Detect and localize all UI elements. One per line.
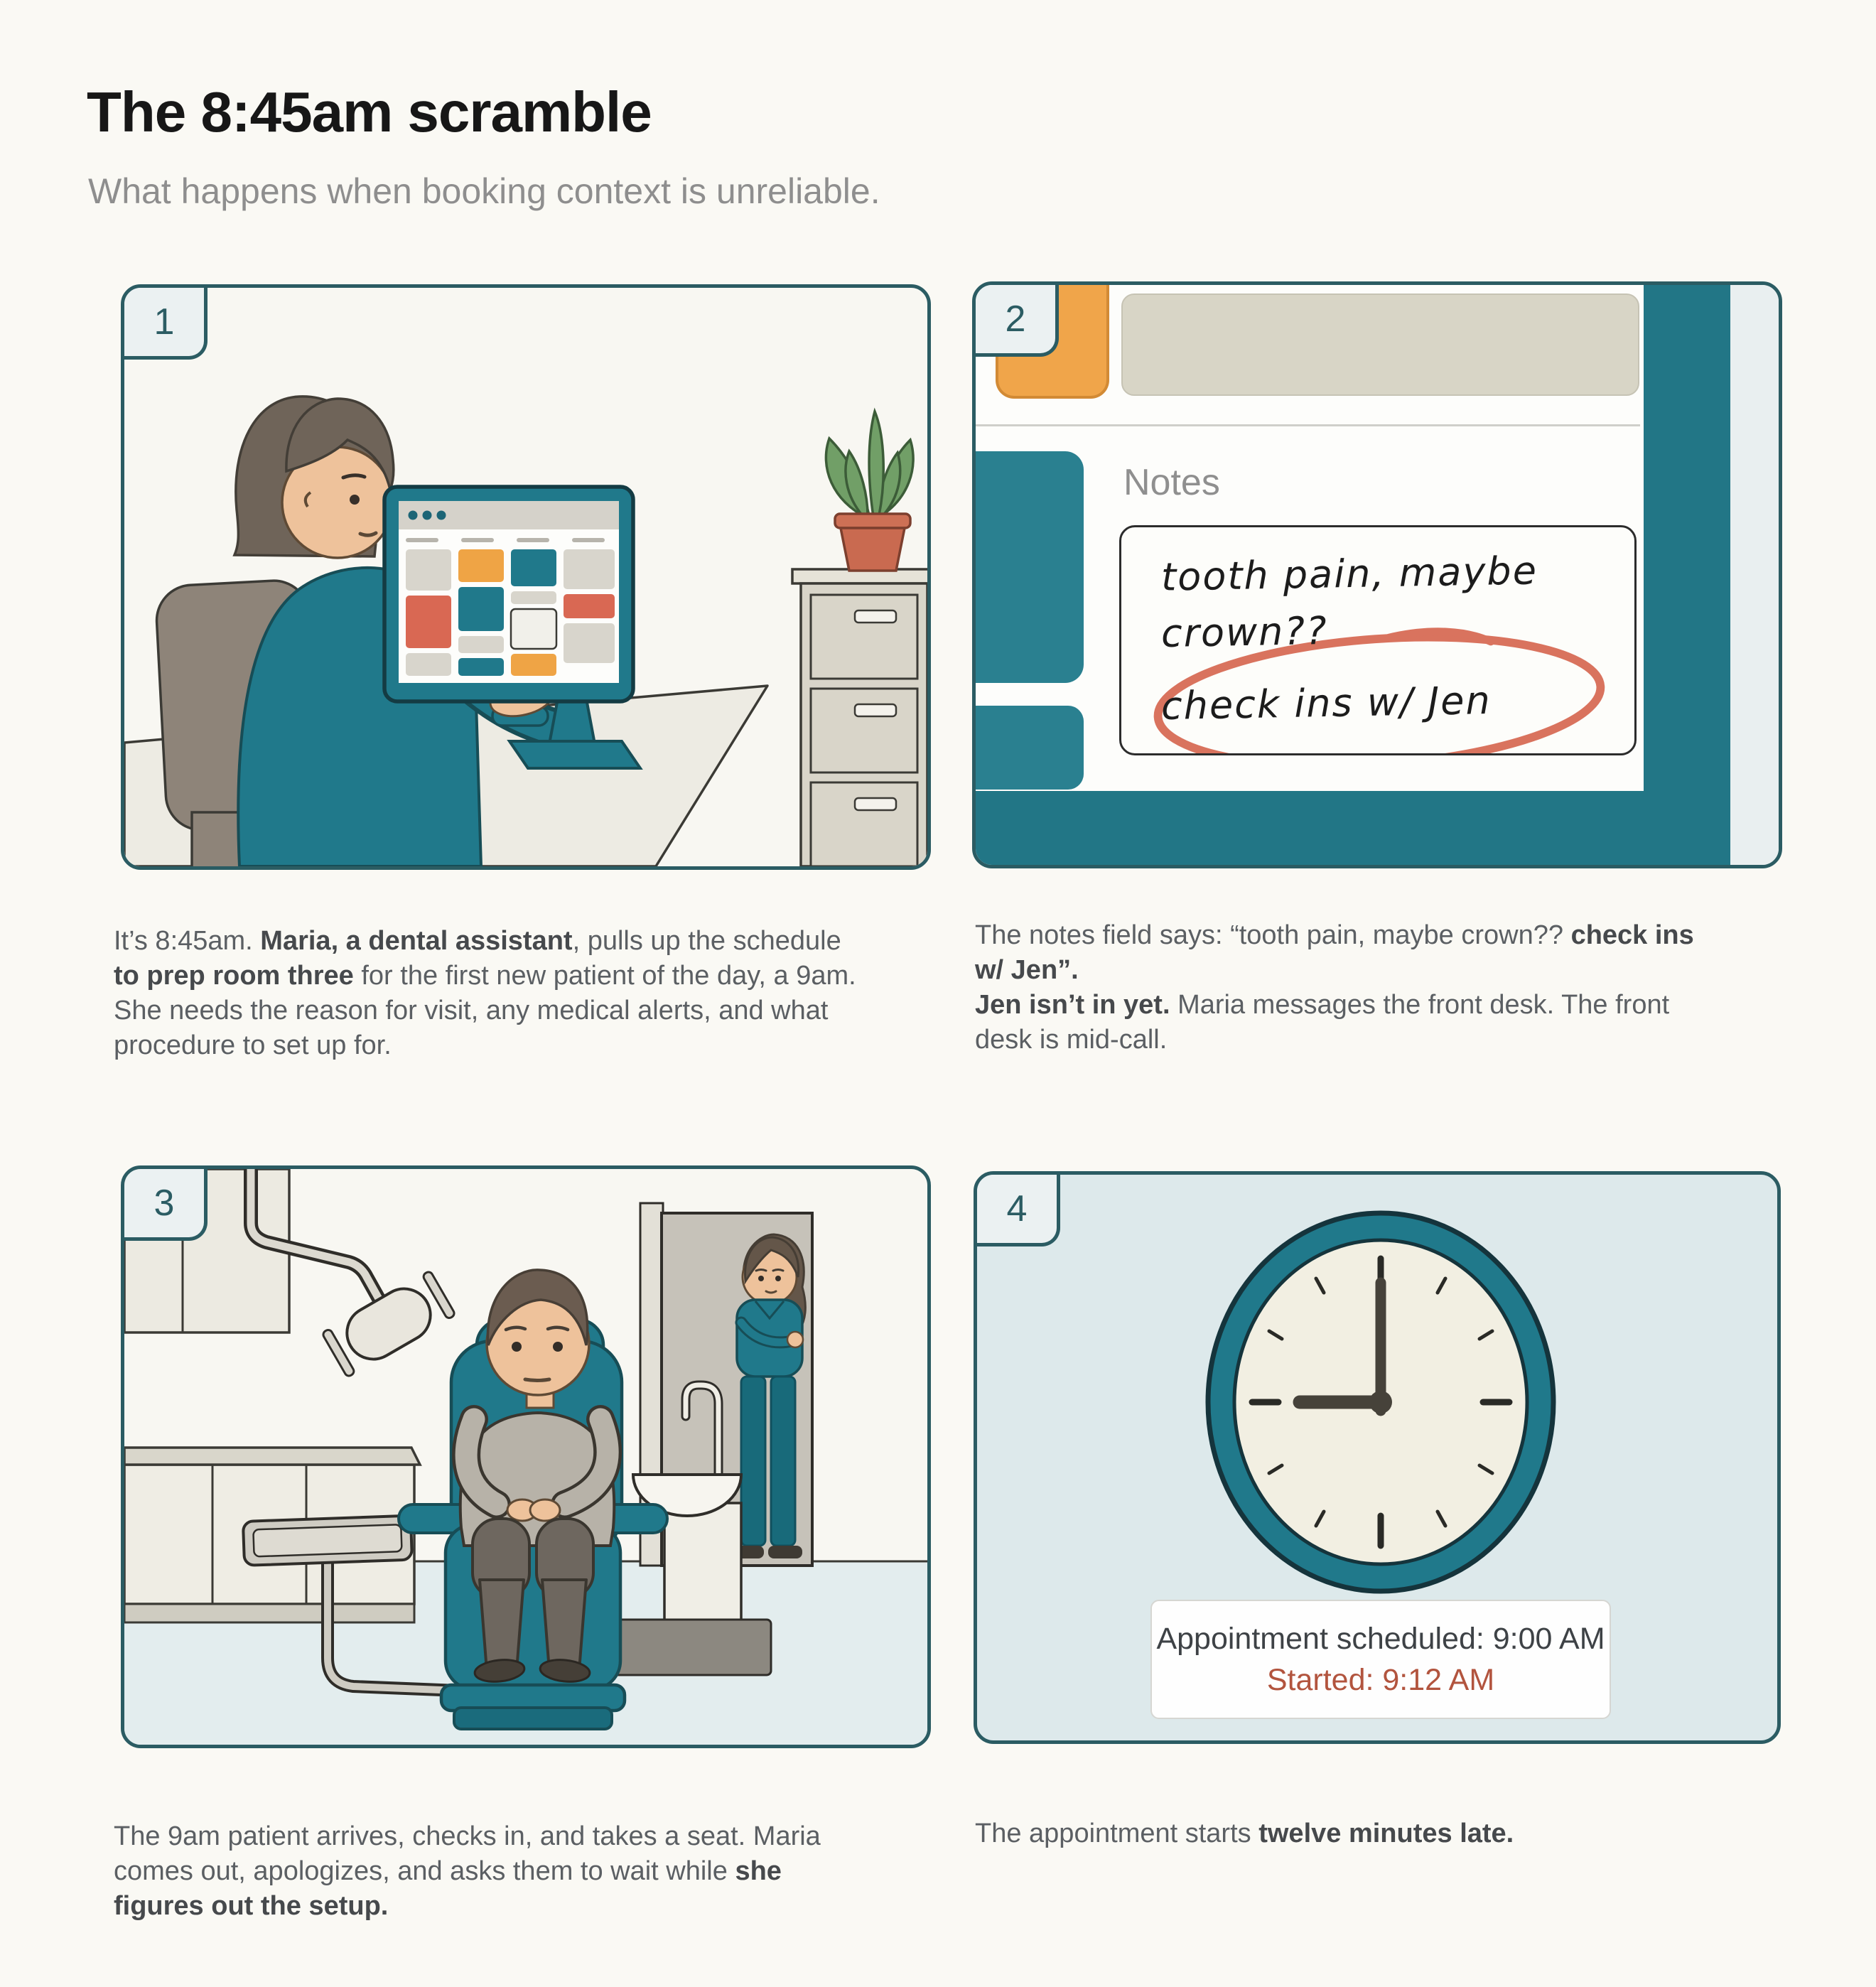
panel-1-caption: It’s 8:45am. Maria, a dental assistant, pulls up the schedule to prep room three for the first new patient of the day, a 9am. She needs the reason for visit, any medical alerts, and what procedure to set up for.: [114, 926, 856, 1060]
note-line-1: tooth pain, maybe: [1160, 548, 1538, 600]
panel-1-illustration: [124, 288, 927, 866]
page-title: The 8:45am scramble: [87, 80, 652, 144]
ui-bottom-bar: [976, 791, 1730, 865]
note-line-2: crown??: [1160, 608, 1329, 657]
panel-3-illustration: [124, 1169, 927, 1745]
panel-3-caption: The 9am patient arrives, checks in, and takes a seat. Maria comes out, apologizes, and asks them to wait while she figures out the setup.: [114, 1821, 821, 1921]
notes-field[interactable]: [1119, 525, 1637, 755]
panel-number: 2: [1005, 298, 1026, 340]
scheduled-time: Appointment scheduled: 9:00 AM: [1156, 1622, 1605, 1656]
wall-clock: [1160, 1203, 1601, 1601]
panel-1-front-desk-scene: [121, 284, 931, 870]
panel-number: 4: [1006, 1188, 1028, 1229]
panel-number: 1: [153, 301, 175, 343]
panel-4-clock-scene: [974, 1171, 1781, 1744]
appointment-time-card: [1150, 1600, 1611, 1719]
page-subtitle: What happens when booking context is unreliable.: [88, 171, 880, 211]
panel-3-number-badge: [124, 1169, 207, 1241]
ui-side-bar: [1644, 285, 1730, 865]
panel-3-operatory-scene: [121, 1165, 931, 1748]
panel-2-number-badge: [976, 285, 1059, 357]
panel-number: 3: [153, 1183, 175, 1224]
ui-sidebar-block-2[interactable]: [976, 706, 1084, 790]
ui-scrollbar-strip[interactable]: [1730, 285, 1779, 865]
panel-1-number-badge: [124, 288, 207, 360]
note-line-3: check ins w/ Jen: [1160, 677, 1492, 729]
panel-4-number-badge: [977, 1175, 1060, 1246]
panel-2-caption: The notes field says: “tooth pain, maybe crown?? check ins w/ Jen”. Jen isn’t in yet. Maria messages the front desk. The front desk is mid-call.: [975, 920, 1694, 1055]
ui-header-field[interactable]: [1121, 294, 1639, 396]
panel-2-booking-ui-scene: [972, 281, 1782, 868]
ui-sidebar-block-1[interactable]: [976, 451, 1084, 683]
started-time: Started: 9:12 AM: [1266, 1663, 1495, 1697]
panel-4-caption: The appointment starts twelve minutes late.: [975, 1819, 1514, 1848]
filing-cabinet: [792, 569, 927, 866]
ui-divider: [976, 424, 1640, 426]
notes-label: Notes: [1123, 462, 1220, 503]
potted-plant: [826, 411, 913, 571]
